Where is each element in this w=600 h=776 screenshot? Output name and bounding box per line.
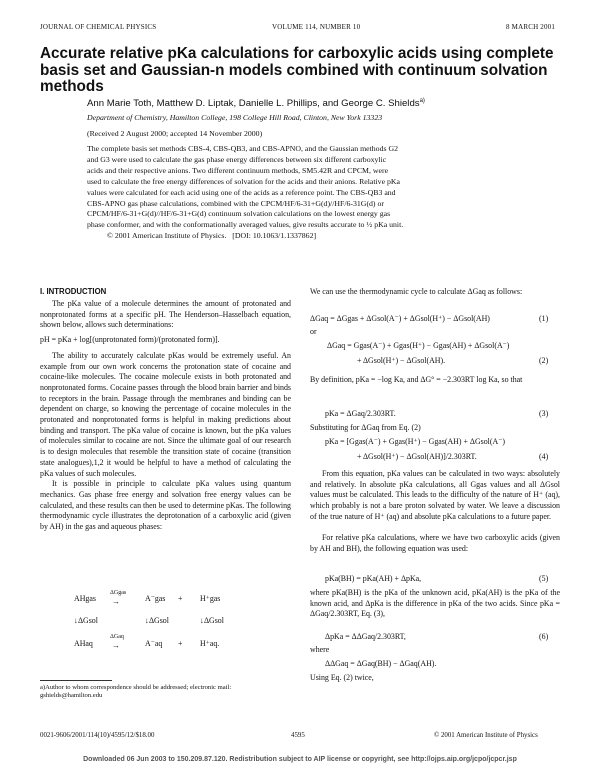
issue-date: 8 MARCH 2001 xyxy=(506,23,556,31)
equation-2-line-1: ΔGaq = Ggas(A⁻) + Ggas(H⁺) − Ggas(AH) + ΔGsol(A⁻) xyxy=(327,341,510,350)
abstract-line: CBS-APNO gas phase calculations, combined with the CPCM/HF/6-31+G(d)//HF/6-31G(d) or xyxy=(87,198,384,208)
where-text: where xyxy=(310,645,330,654)
doi: [DOI: 10.1063/1.1337862] xyxy=(232,231,317,241)
cycle-plus: + xyxy=(178,594,183,603)
cycle-ah-aq: AHaq xyxy=(74,639,93,648)
right-arrow-icon: → xyxy=(112,641,120,650)
cycle-ah-gas: AHgas xyxy=(74,594,96,603)
journal-name: JOURNAL OF CHEMICAL PHYSICS xyxy=(40,23,157,31)
abstract-line: values were calculated for each acid using one of the acids as a reference point. The CBS-QB3 and xyxy=(87,187,396,197)
left-column-text xyxy=(40,299,291,533)
cycle-a-aq: A⁻aq xyxy=(145,639,163,648)
equation-5-number: (5) xyxy=(539,574,549,583)
equation-2-number: (2) xyxy=(539,356,549,365)
equation-1-number: (1) xyxy=(539,314,549,323)
copyright: © 2001 American Institute of Physics. xyxy=(107,231,227,241)
right-paragraph-6: where pKa(BH) is the pKa of the unknown acid, pKa(AH) is the pKa of the known acid, and ΔpKa is the difference in pKa of the two acids. Since pKa = ΔGaq/2.303RT, Eq. (3), xyxy=(310,588,560,619)
cycle-h-aq: H⁺aq. xyxy=(200,639,220,648)
cycle-dg-sol-a: ↓ΔGsol xyxy=(145,616,169,625)
footnote: a)Author to whom correspondence should be addressed; electronic mail: gshields@hamilton.edu xyxy=(40,684,232,700)
cycle-dg-aq: ΔGaq xyxy=(110,634,124,640)
abstract-line: phase conformer, and with the conformationally averaged values, give results accurate to ½ pKa unit. xyxy=(87,220,404,230)
cycle-h-gas: H⁺gas xyxy=(200,594,221,603)
right-paragraph-3: Substituting for ΔGaq from Eq. (2) xyxy=(310,423,421,432)
equation-1: ΔGaq = ΔGgas + ΔGsol(A⁻) + ΔGsol(H⁺) − ΔGsol(AH) xyxy=(310,314,490,323)
right-arrow-icon: → xyxy=(112,597,120,606)
henderson-hasselbach-equation: pH = pKa + log[(unprotonated form)/(protonated form)]. xyxy=(40,335,220,345)
abstract-line: The complete basis set methods CBS-4, CBS-QB3, and CBS-APNO, and the Gaussian methods G2 xyxy=(87,144,398,153)
footnote-rule xyxy=(40,680,112,681)
right-paragraph-1: We can use the thermodynamic cycle to calculate ΔGaq as follows: xyxy=(310,287,523,296)
download-notice: Downloaded 06 Jun 2003 to 150.209.87.120. Redistribution subject to AIP license or copyright, see http://ojps.aip.org/jcpo/jcpcr.jsp xyxy=(83,756,517,763)
footer-copyright: © 2001 American Institute of Physics xyxy=(434,732,538,739)
equation-3: pKa = ΔGaq/2.303RT. xyxy=(325,409,396,418)
equation-6-number: (6) xyxy=(539,632,549,641)
cycle-a-gas: A⁻gas xyxy=(145,594,166,603)
equation-3-number: (3) xyxy=(539,409,549,418)
abstract xyxy=(87,144,554,242)
cycle-dg-sol-h: ↓ΔGsol xyxy=(200,616,224,625)
authors-text: Ann Marie Toth, Matthew D. Liptak, Danielle L. Phillips, and George C. Shields xyxy=(87,98,420,110)
intro-paragraph-1: The pKa value of a molecule determines the amount of protonated and nonprotonated forms at a specific pH. The Henderson–Hasselbach equation, shown below, allows such determinations: xyxy=(40,299,291,330)
affiliation: Department of Chemistry, Hamilton College, 198 College Hill Road, Clinton, New York 13323 xyxy=(87,113,383,122)
page-number: 4595 xyxy=(291,732,305,739)
abstract-line: and G3 were used to calculate the gas phase energy differences between six different carboxylic xyxy=(87,154,387,164)
section-heading: I. INTRODUCTION xyxy=(40,287,107,296)
abstract-credits xyxy=(87,231,554,242)
equation-5: pKa(BH) = pKa(AH) + ΔpKa, xyxy=(325,574,422,583)
equation-6: ΔpKa = ΔΔGaq/2.303RT, xyxy=(325,632,406,641)
abstract-line: acids and their respective anions. Two different continuum methods, SM5.42R and CPCM, were xyxy=(87,165,389,175)
or-text: or xyxy=(310,327,317,336)
right-paragraph-2: By definition, pKa = −log Ka, and ΔG° = −2.303RT log Ka, so that xyxy=(310,375,523,384)
right-paragraph-4: From this equation, pKa values can be calculated in two ways: absolutely and relatively. In absolute pKa calculations, all Ggas values and all ΔGsol values must be calculated. This leads to the difficulty of the nature of H⁺ (aq), which probably is not a bare proton solvated by water. We leave a discussion of the true nature of H⁺ (aq) and absolute pKa calculations to a future paper. xyxy=(310,469,560,521)
paper-title: Accurate relative pKa calculations for carboxylic acids using complete basis set and Gaussian-n models combined with continuum solvation methods xyxy=(40,45,554,95)
equation-7: ΔΔGaq = ΔGaq(BH) − ΔGaq(AH). xyxy=(325,659,437,668)
abstract-line: CPCM/HF/6-31+G(d)//HF/6-31+G(d) continuum solvation calculations on the lowest energy gas xyxy=(87,209,391,219)
cycle-dg-gas: ΔGgas xyxy=(110,590,127,596)
received-dates: (Received 2 August 2000; accepted 14 November 2000) xyxy=(87,129,263,138)
footer-issn: 0021-9606/2001/114(10)/4595/12/$18.00 xyxy=(40,732,155,739)
intro-paragraph-3: It is possible in principle to calculate pKa values using quantum mechanics. Gas phase free energy and solvation free energy values can be calculated, and these results can then be used to determine pKas. The following thermodynamic cycle illustrates the deprotonation of a carboxylic acid (given by AH) in the gas and aqueous phases: xyxy=(40,479,291,532)
author-note-mark: a) xyxy=(419,98,425,104)
cycle-dg-sol-ah: ↓ΔGsol xyxy=(74,616,98,625)
equation-4-line-2: + ΔGsol(H⁺) − ΔGsol(AH)]/2.303RT. xyxy=(357,452,477,461)
equation-4-number: (4) xyxy=(539,452,549,461)
author-list xyxy=(87,98,425,109)
equation-4-line-1: pKa = [Ggas(A⁻) + Ggas(H⁺) − Ggas(AH) + ΔGsol(A⁻) xyxy=(325,437,505,446)
volume-number: VOLUME 114, NUMBER 10 xyxy=(272,23,361,31)
intro-paragraph-2: The ability to accurately calculate pKas would be extremely useful. An example from our own work concerns the protonation state of cocaine and cocaine-like molecules. The cocaine molecule exists in both protonated and nonprotonated forms. Cocaine passes through the blood brain barrier and binds to receptors in the brain. Passage through the membranes and binding can be dependent on charge, so knowing the percentage of cocaine molecules in the protonated and nonprotonated forms is helpful in making predictions about binding and transport. The pKa value of cocaine is known, but the pKa values of molecules similar to cocaine are not. Since the ultimate goal of our research is to design molecules that resemble the transition state of cocaine (transition state analogues),1,2 it would be helpful to have a method of calculating the pKa values of such molecules. xyxy=(40,350,291,478)
abstract-line: used to calculate the free energy differences of solvation for the acids and their anions. Relative pKa xyxy=(87,176,400,186)
equation-2-line-2: + ΔGsol(H⁺) − ΔGsol(AH). xyxy=(357,356,446,365)
right-paragraph-7: Using Eq. (2) twice, xyxy=(310,673,374,682)
right-paragraph-5: For relative pKa calculations, where we have two carboxylic acids (given by AH and BH), the following equation was used: xyxy=(310,533,560,553)
cycle-plus: + xyxy=(178,639,183,648)
